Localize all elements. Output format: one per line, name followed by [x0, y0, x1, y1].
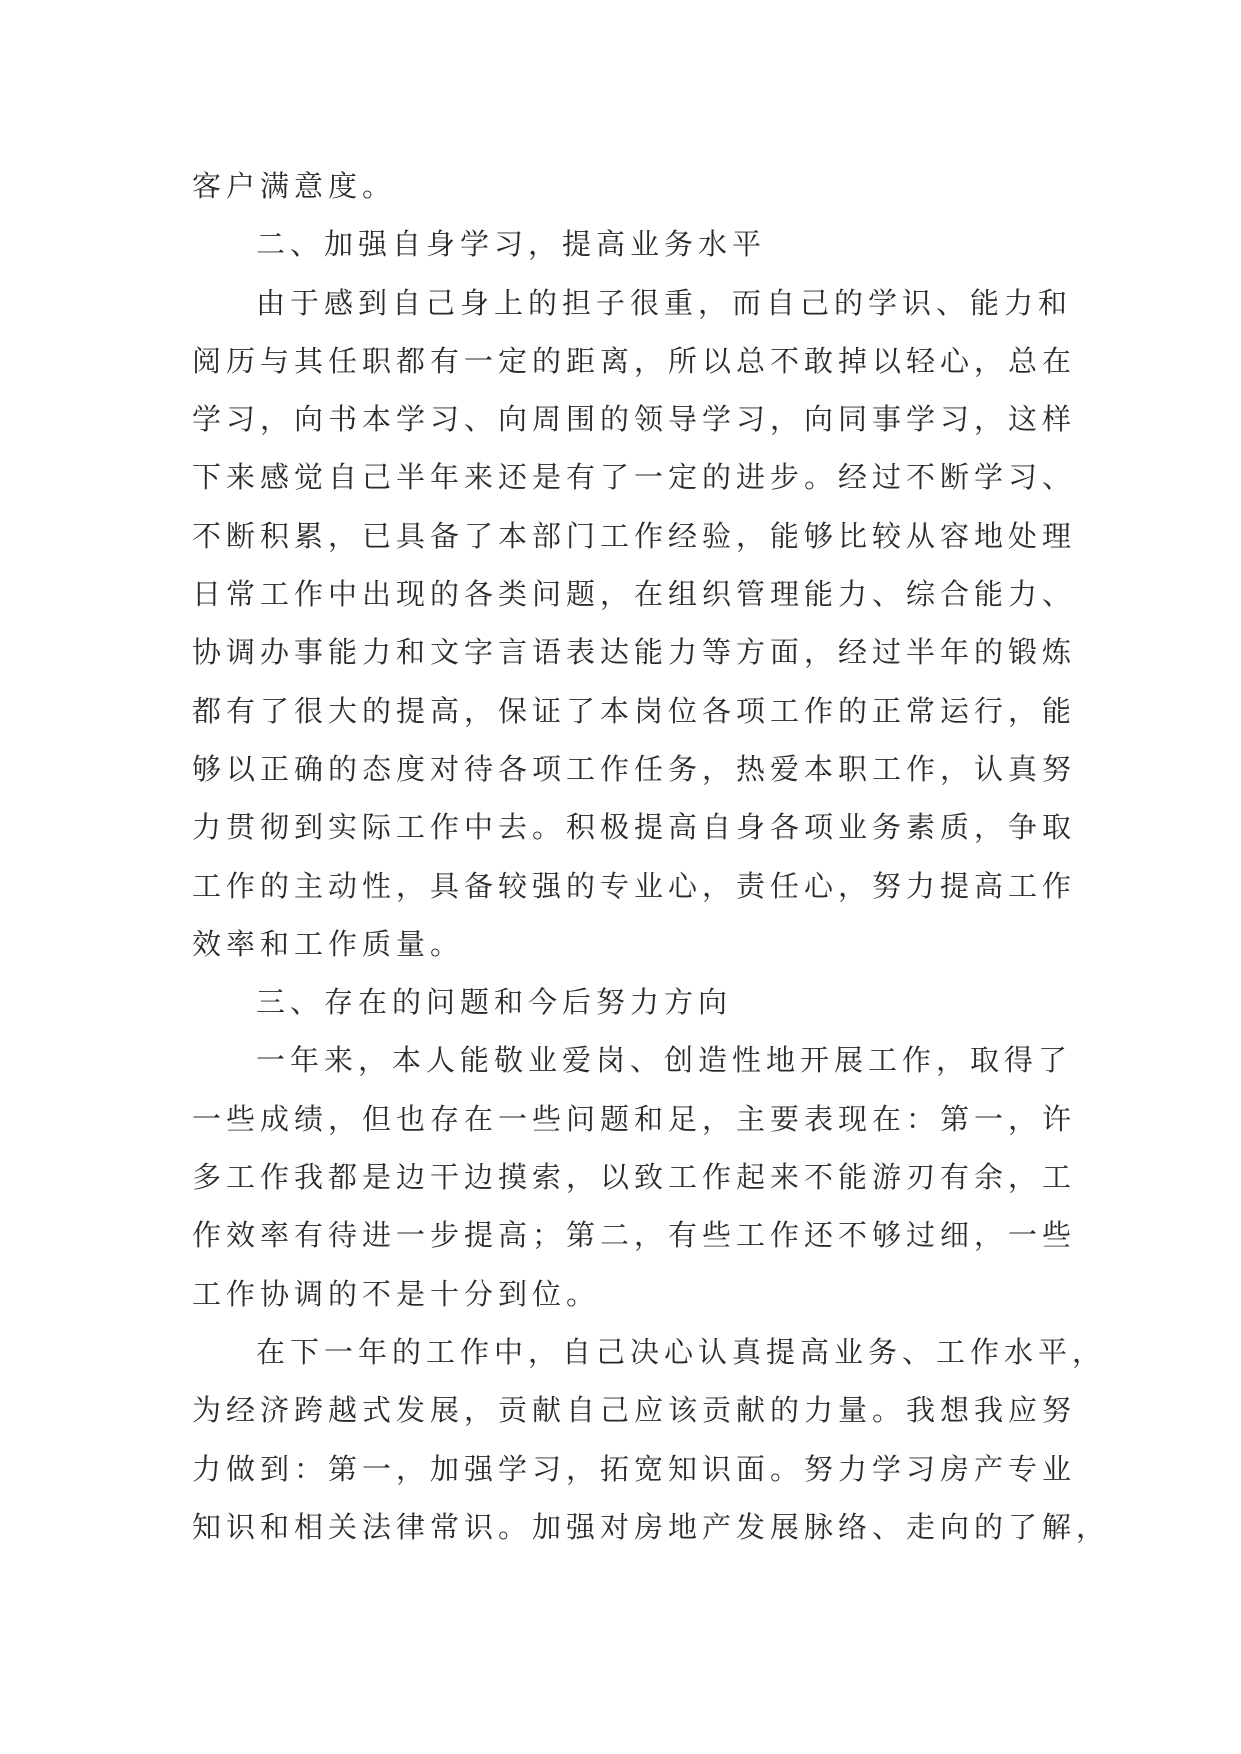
paragraph-line: 阅历与其任职都有一定的距离，所以总不敢掉以轻心，总在 — [192, 343, 1077, 378]
paragraph-first-line: 由于感到自己身上的担子很重，而自己的学识、能力和 — [256, 285, 1073, 320]
paragraph-line: 多工作我都是边干边摸索，以致工作起来不能游刃有余，工 — [192, 1160, 1077, 1195]
paragraph-line: 协调办事能力和文字言语表达能力等方面，经过半年的锻炼 — [192, 635, 1077, 670]
paragraph-line: 为经济跨越式发展，贡献自己应该贡献的力量。我想我应努 — [192, 1393, 1077, 1428]
paragraph-line: 工作的主动性，具备较强的专业心，责任心，努力提高工作 — [192, 868, 1077, 903]
paragraph-line: 力做到：第一，加强学习，拓宽知识面。努力学习房产专业 — [192, 1451, 1077, 1486]
paragraph-line: 不断积累，已具备了本部门工作经验，能够比较从容地处理 — [192, 518, 1077, 553]
paragraph-first-line: 一年来，本人能敬业爱岗、创造性地开展工作，取得了 — [256, 1043, 1073, 1078]
paragraph-first-line: 三、存在的问题和今后努力方向 — [256, 985, 733, 1020]
paragraph-line: 知识和相关法律常识。加强对房地产发展脉络、走向的了解， — [192, 1509, 1111, 1544]
paragraph-line: 下来感觉自己半年来还是有了一定的进步。经过不断学习、 — [192, 460, 1077, 495]
paragraph-line: 日常工作中出现的各类问题，在组织管理能力、综合能力、 — [192, 577, 1077, 612]
paragraph-line: 力贯彻到实际工作中去。积极提高自身各项业务素质，争取 — [192, 810, 1077, 845]
paragraph-line: 客户满意度。 — [192, 169, 397, 203]
paragraph-line: 学习，向书本学习、向周围的领导学习，向同事学习，这样 — [192, 402, 1077, 437]
paragraph-line: 够以正确的态度对待各项工作任务，热爱本职工作，认真努 — [192, 751, 1077, 786]
paragraph-line: 工作协调的不是十分到位。 — [192, 1276, 601, 1311]
paragraph-line: 一些成绩，但也存在一些问题和足，主要表现在：第一，许 — [192, 1101, 1077, 1136]
document-body — [192, 157, 1111, 1556]
paragraph-line: 作效率有待进一步提高；第二，有些工作还不够过细，一些 — [192, 1218, 1077, 1253]
paragraph-first-line: 二、加强自身学习，提高业务水平 — [256, 227, 767, 262]
paragraph-first-line: 在下一年的工作中，自己决心认真提高业务、工作水平， — [256, 1334, 1107, 1369]
paragraph-line: 效率和工作质量。 — [192, 926, 465, 961]
paragraph-line: 都有了很大的提高，保证了本岗位各项工作的正常运行，能 — [192, 693, 1077, 728]
